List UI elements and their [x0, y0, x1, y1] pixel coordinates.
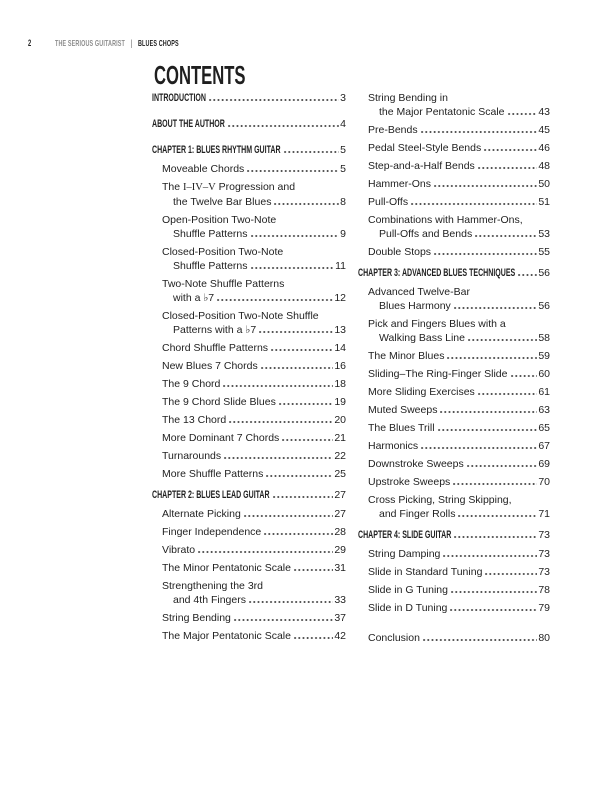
toc-entry-label: Closed-Position Two-Note [162, 246, 284, 258]
toc-front-entry [152, 117, 346, 131]
toc-page-number: 25 [334, 468, 346, 480]
dot-leader [224, 457, 333, 460]
toc-page-number: 71 [538, 508, 550, 520]
toc-entry-line [358, 123, 550, 137]
toc-page-number: 43 [538, 106, 550, 118]
toc-entry-label: Upstroke Sweeps [368, 476, 451, 488]
toc-entry-label: The I–IV–V Progression and [162, 181, 296, 193]
toc-entry [152, 377, 346, 391]
toc-entry [358, 421, 550, 435]
dot-leader [294, 569, 333, 572]
toc-entry-label: Step-and-a-Half Bends [368, 160, 475, 172]
toc-entry-line [358, 317, 550, 331]
toc-page-number: 12 [334, 292, 346, 304]
toc-entry-label: Hammer-Ons [368, 178, 432, 190]
toc-entry-label: Blues Harmony [379, 300, 451, 312]
dot-leader [511, 375, 538, 378]
toc-entry-label: More Sliding Exercises [368, 386, 475, 398]
toc-entry-line [152, 117, 346, 131]
toc-page-number: 29 [334, 544, 346, 556]
toc-entry-line [358, 285, 550, 299]
toc-entry-label: More Shuffle Patterns [162, 468, 264, 480]
toc-entry-label: The Minor Pentatonic Scale [162, 562, 291, 574]
toc-entry-label: Cross Picking, String Skipping, [368, 494, 512, 506]
toc-entry [358, 177, 550, 191]
toc-page-number: 37 [334, 612, 346, 624]
toc-entry-label: Slide in Standard Tuning [368, 566, 483, 578]
toc-page-number: 27 [334, 489, 346, 501]
dot-leader [251, 267, 335, 270]
toc-entry-line [358, 105, 550, 119]
toc-entry [152, 413, 346, 427]
toc-chapter-entry [152, 143, 346, 157]
toc-entry-label: The 9 Chord [162, 378, 221, 390]
toc-chapter-entry [358, 528, 550, 542]
toc-entry-label: More Dominant 7 Chords [162, 432, 280, 444]
toc-entry-label: Sliding–The Ring-Finger Slide [368, 368, 508, 380]
toc-entry-label: String Bending in [368, 92, 448, 104]
dot-leader [223, 385, 333, 388]
toc-page-number: 60 [538, 368, 550, 380]
dot-leader [198, 551, 333, 554]
dot-leader [434, 185, 537, 188]
toc-entry-label: Pull-Offs and Bends [379, 228, 473, 240]
toc-entry [358, 91, 550, 119]
toc-entry-line [358, 177, 550, 191]
toc-page-number: 63 [538, 404, 550, 416]
toc-entry-label: Patterns with a ♭7 [173, 324, 257, 336]
toc-page-number: 80 [538, 632, 550, 644]
toc-entry-label: The Major Pentatonic Scale [162, 630, 291, 642]
toc-entry-label: Turnarounds [162, 450, 222, 462]
toc-entry-label: Chord Shuffle Patterns [162, 342, 269, 354]
dot-leader [217, 299, 333, 302]
toc-entry-line [358, 213, 550, 227]
toc-page-number: 9 [340, 228, 346, 240]
toc-entry-label: Muted Sweeps [368, 404, 438, 416]
toc-entry [358, 547, 550, 561]
toc-entry-line [152, 195, 346, 209]
dot-leader [284, 151, 340, 154]
toc-entry-line [358, 583, 550, 597]
toc-entry [152, 579, 346, 607]
toc-entry-label: and 4th Fingers [173, 594, 246, 606]
toc-entry-label: INTRODUCTION [152, 92, 206, 104]
dot-leader [454, 307, 538, 310]
toc-entry-label: Pick and Fingers Blues with a [368, 318, 506, 330]
toc-entry [358, 141, 550, 155]
toc-entry-line [358, 403, 550, 417]
toc-entry-label: Combinations with Hammer-Ons, [368, 214, 523, 226]
dot-leader [485, 573, 537, 576]
dot-leader [249, 601, 333, 604]
page-title: CONTENTS [154, 60, 246, 90]
toc-entry-label: String Damping [368, 548, 441, 560]
toc-entry-label: Conclusion [368, 632, 420, 644]
toc-entry-line [358, 457, 550, 471]
toc-entry [152, 309, 346, 337]
toc-entry-line [152, 91, 346, 105]
toc-page-number: 53 [538, 228, 550, 240]
dot-leader [423, 639, 537, 642]
dot-leader [484, 149, 537, 152]
toc-entry [152, 245, 346, 273]
toc-entry [358, 123, 550, 137]
toc-entry-line [358, 493, 550, 507]
toc-entry-label: Shuffle Patterns [173, 260, 248, 272]
toc-entry [358, 349, 550, 363]
toc-entry [358, 385, 550, 399]
toc-entry-line [358, 547, 550, 561]
toc-entry-line [152, 525, 346, 539]
toc-page-number: 73 [538, 529, 550, 541]
toc-page-number: 70 [538, 476, 550, 488]
toc-entry-label: Walking Bass Line [379, 332, 465, 344]
toc-chapter-entry [152, 488, 346, 502]
toc-entry-line [358, 601, 550, 615]
toc-entry-label: Finger Independence [162, 526, 262, 538]
toc-entry-line [152, 162, 346, 176]
dot-leader [229, 421, 333, 424]
toc-entry-label: New Blues 7 Chords [162, 360, 258, 372]
toc-entry-label: Shuffle Patterns [173, 228, 248, 240]
toc-entry [152, 277, 346, 305]
toc-page-number: 48 [538, 160, 550, 172]
toc-entry-label: Downstroke Sweeps [368, 458, 464, 470]
toc-entry [152, 395, 346, 409]
book-series-title: THE SERIOUS GUITARIST [55, 38, 126, 48]
toc-entry-label: Harmonics [368, 440, 419, 452]
toc-entry [358, 367, 550, 381]
toc-page-number: 59 [538, 350, 550, 362]
toc-entry-label: Alternate Picking [162, 508, 241, 520]
toc-entry-line [358, 565, 550, 579]
toc-entry-line [152, 180, 346, 195]
dot-leader [271, 349, 333, 352]
toc-page-number: 69 [538, 458, 550, 470]
toc-entry-line [358, 91, 550, 105]
dot-leader [251, 235, 340, 238]
toc-entry [358, 565, 550, 579]
toc-entry [152, 543, 346, 557]
toc-page-number: 50 [538, 178, 550, 190]
toc-entry-label: The 9 Chord Slide Blues [162, 396, 276, 408]
dot-leader [443, 555, 537, 558]
toc-entry-line [358, 245, 550, 259]
toc-entry [358, 631, 550, 645]
dot-leader [274, 203, 339, 206]
toc-entry-line [152, 488, 346, 502]
toc-entry [358, 317, 550, 345]
toc-entry-label: with a ♭7 [173, 292, 215, 304]
book-title: BLUES CHOPS [137, 38, 179, 48]
toc-entry-line [358, 195, 550, 209]
toc-entry-label: The Blues Trill [368, 422, 435, 434]
toc-entry-label: Closed-Position Two-Note Shuffle [162, 310, 319, 322]
toc-entry-line [152, 629, 346, 643]
toc-entry-line [358, 439, 550, 453]
dot-leader [440, 411, 537, 414]
toc-page-number: 11 [335, 260, 346, 272]
dot-leader [266, 475, 333, 478]
dot-leader [434, 253, 537, 256]
toc-entry [358, 159, 550, 173]
dot-leader [261, 367, 334, 370]
toc-entry [358, 245, 550, 259]
toc-page-number: 61 [538, 386, 550, 398]
toc-page-number: 56 [538, 267, 550, 279]
toc-entry-line [152, 467, 346, 481]
dot-leader [438, 429, 538, 432]
toc-entry-line [152, 449, 346, 463]
toc-page-number: 27 [334, 508, 346, 520]
toc-entry-label: Pre-Bends [368, 124, 418, 136]
dot-leader [264, 533, 333, 536]
toc-entry-line [152, 413, 346, 427]
dot-leader [421, 447, 537, 450]
dot-leader [228, 125, 339, 128]
toc-page-number: 67 [538, 440, 550, 452]
toc-entry-label: The 13 Chord [162, 414, 227, 426]
toc-entry [358, 195, 550, 209]
toc-entry-line [358, 331, 550, 345]
toc-entry-line [152, 323, 346, 337]
toc-entry-label: Open-Position Two-Note [162, 214, 277, 226]
toc-entry-line [152, 561, 346, 575]
toc-page-number: 3 [340, 92, 346, 104]
page-header [28, 38, 178, 48]
toc-entry-label: ABOUT THE AUTHOR [152, 118, 225, 130]
toc-entry-label: Slide in G Tuning [368, 584, 448, 596]
toc-entry-label: Double Stops [368, 246, 432, 258]
dot-leader [478, 393, 538, 396]
toc-entry-line [358, 159, 550, 173]
toc-entry-line [152, 227, 346, 241]
toc-page-number: 19 [334, 396, 346, 408]
toc-page-number: 51 [538, 196, 550, 208]
toc-entry-line [152, 277, 346, 291]
toc-entry-label: CHAPTER 3: ADVANCED BLUES TECHNIQUES [358, 267, 516, 279]
toc-entry-label: Pedal Steel-Style Bends [368, 142, 482, 154]
dot-leader [244, 515, 334, 518]
page-number: 2 [28, 38, 32, 48]
toc-entry-line [152, 291, 346, 305]
toc-entry-line [152, 579, 346, 593]
dot-leader [247, 170, 339, 173]
toc-page-number: 8 [340, 196, 346, 208]
toc-entry-line [358, 227, 550, 241]
toc-entry [152, 431, 346, 445]
toc-entry-label: Two-Note Shuffle Patterns [162, 278, 285, 290]
toc-column-left [152, 91, 346, 647]
toc-page-number: 73 [538, 548, 550, 560]
toc-page-number: 4 [340, 118, 346, 130]
toc-entry-line [358, 507, 550, 521]
dot-leader [209, 99, 339, 102]
dot-leader [467, 465, 538, 468]
dot-leader [282, 439, 333, 442]
toc-entry-line [152, 245, 346, 259]
toc-entry [152, 213, 346, 241]
toc-entry [152, 525, 346, 539]
toc-page-number: 28 [334, 526, 346, 538]
toc-entry [152, 162, 346, 176]
toc-page-number: 5 [340, 163, 346, 175]
toc-entry-line [358, 421, 550, 435]
toc-entry-line [152, 341, 346, 355]
dot-leader [454, 536, 537, 539]
toc-entry-label: Vibrato [162, 544, 196, 556]
toc-entry-label: CHAPTER 4: SLIDE GUITAR [358, 529, 452, 541]
toc-entry-line [152, 543, 346, 557]
toc-entry-label: CHAPTER 1: BLUES RHYTHM GUITAR [152, 144, 281, 156]
toc-page-number: 16 [334, 360, 346, 372]
toc-page-number: 21 [334, 432, 346, 444]
dot-leader [279, 403, 333, 406]
toc-entry [152, 180, 346, 209]
toc-entry-line [358, 349, 550, 363]
toc-entry [152, 449, 346, 463]
toc-page-number: 55 [538, 246, 550, 258]
toc-entry [152, 467, 346, 481]
toc-entry [152, 611, 346, 625]
toc-entry-line [152, 593, 346, 607]
toc-entry-label: CHAPTER 2: BLUES LEAD GUITAR [152, 489, 270, 501]
toc-entry [152, 629, 346, 643]
toc-entry-line [358, 631, 550, 645]
toc-entry-line [152, 213, 346, 227]
toc-entry-line [152, 143, 346, 157]
toc-page-number: 58 [538, 332, 550, 344]
toc-page-number: 13 [334, 324, 346, 336]
toc-page-number: 14 [334, 342, 346, 354]
toc-entry [358, 403, 550, 417]
toc-entry-label: Strengthening the 3rd [162, 580, 263, 592]
dot-leader [451, 591, 537, 594]
toc-entry-label: The Minor Blues [368, 350, 445, 362]
toc-entry-line [152, 359, 346, 373]
toc-page-number: 22 [334, 450, 346, 462]
toc-entry-label: the Twelve Bar Blues [173, 196, 272, 208]
toc-chapter-entry [358, 266, 550, 280]
toc-page-number: 31 [334, 562, 346, 574]
toc-entry [358, 457, 550, 471]
dot-leader [273, 496, 334, 499]
toc-entry-label: Pull-Offs [368, 196, 409, 208]
dot-leader [411, 203, 537, 206]
toc-entry-line [358, 299, 550, 313]
toc-entry [358, 475, 550, 489]
toc-page-number: 18 [334, 378, 346, 390]
toc-entry-line [152, 259, 346, 273]
dot-leader [458, 515, 537, 518]
toc-entry [152, 341, 346, 355]
toc-entry [358, 493, 550, 521]
toc-page-number: 79 [538, 602, 550, 614]
dot-leader [234, 619, 333, 622]
toc-page-number: 73 [538, 566, 550, 578]
dot-leader [259, 331, 333, 334]
toc-page-number: 42 [334, 630, 346, 642]
toc-entry-line [358, 385, 550, 399]
toc-page-number: 46 [538, 142, 550, 154]
toc-entry [358, 213, 550, 241]
dot-leader [447, 357, 537, 360]
toc-entry-line [152, 431, 346, 445]
toc-entry-line [358, 367, 550, 381]
toc-entry-line [152, 377, 346, 391]
toc-entry [358, 601, 550, 615]
toc-entry-label: String Bending [162, 612, 231, 624]
dot-leader [453, 483, 537, 486]
dot-leader [508, 113, 538, 116]
toc-entry-line [358, 528, 550, 542]
toc-entry [152, 507, 346, 521]
toc-entry-line [152, 611, 346, 625]
toc-entry-line [358, 266, 550, 280]
toc-page-number: 56 [538, 300, 550, 312]
toc-entry-label: and Finger Rolls [379, 508, 456, 520]
toc-page-number: 78 [538, 584, 550, 596]
toc-entry [358, 285, 550, 313]
toc-page-number: 45 [538, 124, 550, 136]
toc-entry-line [358, 475, 550, 489]
toc-column-right [358, 91, 550, 649]
toc-entry [358, 583, 550, 597]
toc-entry [152, 359, 346, 373]
roman-numerals: I–IV–V [183, 182, 216, 193]
dot-leader [478, 167, 538, 170]
toc-front-entry [152, 91, 346, 105]
toc-entry [358, 439, 550, 453]
toc-page-number: 33 [334, 594, 346, 606]
toc-entry-line [358, 141, 550, 155]
dot-leader [294, 637, 333, 640]
toc-page-number: 5 [340, 144, 346, 156]
toc-page-number: 20 [334, 414, 346, 426]
dot-leader [518, 274, 537, 277]
toc-entry-label: Moveable Chords [162, 163, 245, 175]
dot-leader [450, 609, 537, 612]
toc-page-number: 65 [538, 422, 550, 434]
toc-entry-label: the Major Pentatonic Scale [379, 106, 505, 118]
toc-entry [152, 561, 346, 575]
dot-leader [475, 235, 537, 238]
toc-entry-label: Advanced Twelve-Bar [368, 286, 470, 298]
toc-entry-line [152, 309, 346, 323]
header-separator: | [130, 38, 133, 48]
dot-leader [421, 131, 538, 134]
dot-leader [468, 339, 537, 342]
toc-entry-label: Slide in D Tuning [368, 602, 448, 614]
toc-entry-line [152, 395, 346, 409]
toc-entry-line [152, 507, 346, 521]
